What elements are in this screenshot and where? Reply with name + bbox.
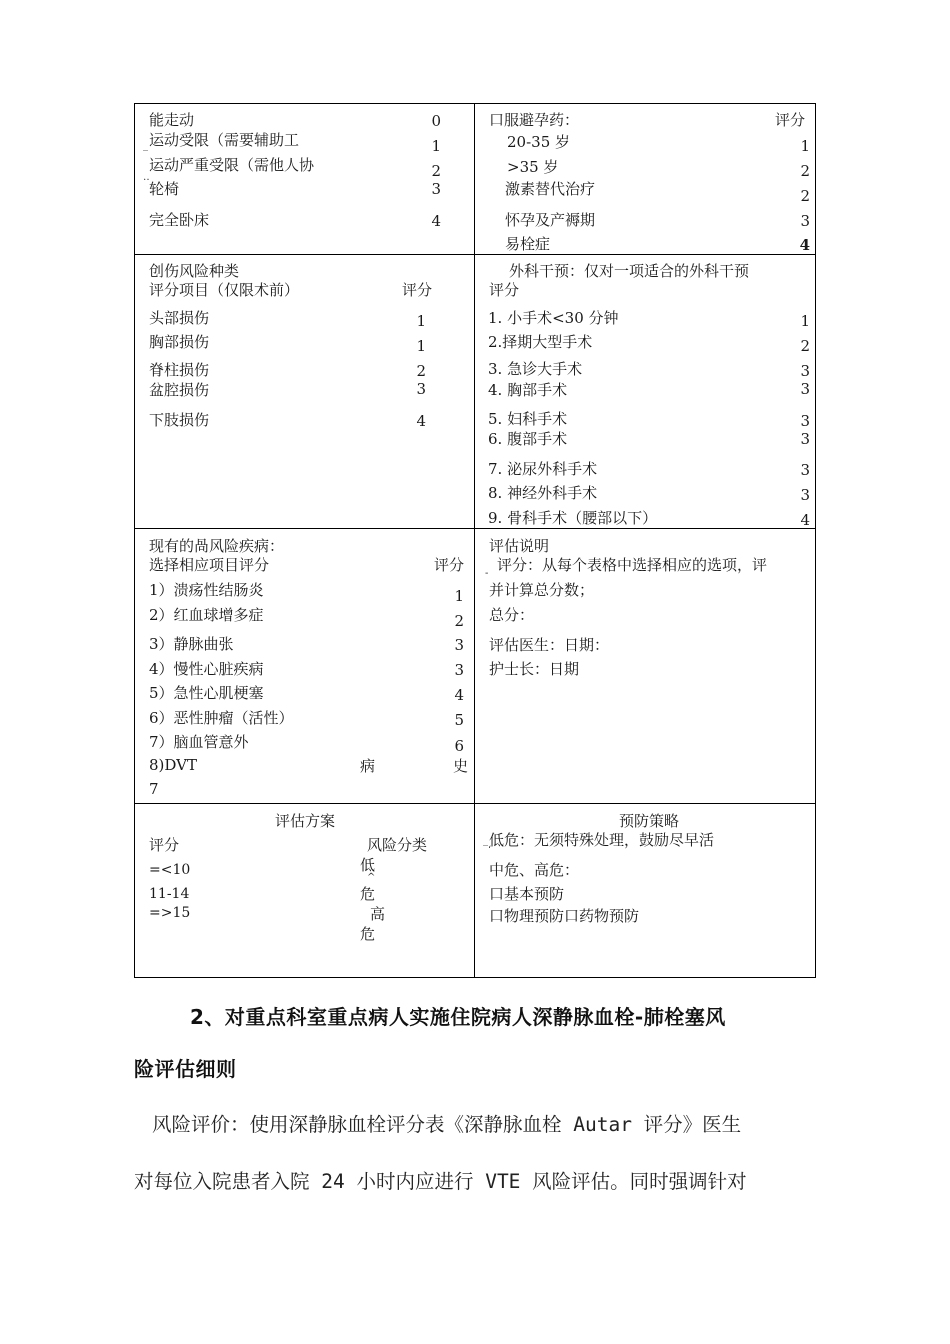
mobility-score-1: 1: [431, 137, 441, 155]
trauma-subtitle: 评分项目（仅限术前）: [149, 281, 300, 299]
contraceptive-label-4: 易栓症: [505, 235, 551, 253]
surgery-score-1: 2: [800, 337, 810, 355]
surgery-score-5: 3: [800, 430, 810, 448]
surgery-score-4: 3: [800, 412, 810, 430]
table-border-top: [134, 103, 816, 104]
plan-row-1-risk-a: 低: [360, 856, 376, 874]
disease-label-1: 2）红血球增多症: [149, 606, 264, 624]
trauma-label-1: 胸部损伤: [149, 333, 210, 351]
prevention-physical: 口物理预防口药物预防: [489, 907, 640, 925]
contraceptive-title: 口服避孕药：: [489, 111, 580, 129]
contraceptive-score-3: 3: [800, 212, 810, 230]
contraceptive-label-3: 怀孕及产褥期: [505, 211, 596, 229]
mobility-score-4: 4: [431, 212, 441, 230]
disease-label-4: 5）急性心肌梗塞: [149, 684, 264, 702]
disease-score-6: 6: [454, 737, 464, 755]
plan-row-3-score: =>15: [149, 905, 191, 921]
surgery-label-5: 6. 腹部手术: [488, 430, 568, 448]
disease-score-3: 3: [454, 661, 464, 679]
plan-risk-header: 风险分类: [367, 836, 428, 854]
trauma-label-0: 头部损伤: [149, 309, 210, 327]
section-heading-line-2: 险评估细则: [134, 1057, 237, 1081]
table-row-divider-1: [134, 254, 816, 255]
plan-score-header: 评分: [149, 836, 180, 854]
mobility-label-3: 轮椅: [149, 180, 180, 198]
paragraph-line-1: 风险评价：使用深静脉血栓评分表《深静脉血栓 Autar 评分》医生: [152, 1113, 742, 1136]
trauma-score-header: 评分: [402, 281, 433, 299]
disease-score-1: 2: [454, 612, 464, 630]
mobility-label-2: 运动严重受限（需他人协: [149, 156, 315, 174]
surgery-label-3: 4. 胸部手术: [488, 381, 568, 399]
table-border-right: [815, 103, 816, 978]
table-row-divider-3: [134, 803, 816, 804]
assessment-total: 总分：: [489, 606, 535, 624]
disease-score-5: 5: [454, 711, 464, 729]
surgery-score-8: 4: [800, 511, 810, 529]
disease-label-6: 7）脑血管意外: [149, 733, 249, 751]
disease-dvt-mid: 病: [360, 757, 376, 775]
surgery-score-2: 3: [800, 362, 810, 380]
disease-dvt-label: 8)DVT: [149, 756, 197, 774]
table-border-bottom: [134, 977, 816, 978]
prevention-title: 预防策略: [619, 812, 680, 830]
surgery-label-4: 5. 妇科手术: [488, 410, 568, 428]
disease-score-2: 3: [454, 636, 464, 654]
surgery-label-2: 3. 急诊大手术: [488, 360, 583, 378]
assessment-nurse: 护士长：日期: [489, 660, 580, 678]
disease-label-5: 6）恶性肿瘤（活性）: [149, 709, 294, 727]
table-divider-middle: [474, 103, 475, 978]
trauma-label-2: 脊柱损伤: [149, 361, 210, 379]
plan-row-1-score: =<10: [149, 862, 191, 878]
contraceptive-score-0: 1: [800, 137, 810, 155]
assessment-line-1: 评分：从每个表格中选择相应的选项，评: [497, 556, 768, 574]
trauma-score-3: 3: [416, 380, 426, 398]
surgery-label-7: 8. 神经外科手术: [488, 484, 598, 502]
mobility-score-0: 0: [431, 112, 441, 130]
contraceptive-label-0: 20-35 岁: [507, 133, 571, 151]
surgery-label-0: 1. 小手术<30 分钟: [488, 309, 619, 327]
surgery-label-1: 2.择期大型手术: [488, 333, 593, 351]
plan-row-2-risk-a: 高: [370, 905, 386, 923]
assessment-title: 评估说明: [489, 537, 550, 555]
paragraph-line-2: 对每位入院患者入院 24 小时内应进行 VTE 风险评估。同时强调针对: [134, 1170, 747, 1193]
trauma-title: 创伤风险种类: [149, 262, 240, 280]
surgery-score-3: 3: [800, 380, 810, 398]
trauma-score-1: 1: [416, 337, 426, 355]
plan-title: 评估方案: [275, 812, 336, 830]
disease-title: 现有的咼风险疾病：: [149, 537, 285, 555]
table-border-left: [134, 103, 135, 978]
disease-dvt-score: 7: [149, 780, 159, 798]
disease-dvt-end: 史: [453, 757, 469, 775]
contraceptive-score-header: 评分: [775, 111, 806, 129]
surgery-label-6: 7. 泌尿外科手术: [488, 460, 598, 478]
plan-row-2-score: 11-14: [149, 886, 190, 902]
contraceptive-label-1: >35 岁: [507, 158, 559, 176]
surgery-score-0: 1: [800, 312, 810, 330]
surgery-score-header: 评分: [489, 281, 520, 299]
disease-score-4: 4: [454, 686, 464, 704]
disease-score-0: 1: [454, 587, 464, 605]
trauma-label-3: 盆腔损伤: [149, 381, 210, 399]
disease-label-2: 3）静脉曲张: [149, 635, 234, 653]
trauma-label-4: 下肢损伤: [149, 411, 210, 429]
plan-row-1-risk-b: 危: [360, 885, 376, 903]
mobility-score-2: 2: [431, 162, 441, 180]
mobility-label-0: 能走动: [149, 111, 195, 129]
plan-row-3-risk-b: 危: [360, 925, 376, 943]
disease-score-header: 评分: [434, 556, 465, 574]
disease-label-3: 4）慢性心脏疾病: [149, 660, 264, 678]
surgery-score-6: 3: [800, 461, 810, 479]
mobility-score-3: 3: [431, 180, 441, 198]
disease-subtitle: 选择相应项目评分: [149, 556, 270, 574]
mobility-label-1: 运动受限（需要辅助工: [149, 131, 300, 149]
disease-label-0: 1）溃疡性结肠炎: [149, 581, 264, 599]
assessment-doctor: 评估医生：日期：: [489, 636, 610, 654]
trauma-score-0: 1: [416, 312, 426, 330]
contraceptive-label-2: 激素替代治疗: [505, 180, 596, 198]
table-row-divider-2: [134, 528, 816, 529]
section-heading-line-1: 2、对重点科室重点病人实施住院病人深静脉血栓-肺栓塞风: [190, 1005, 726, 1029]
contraceptive-score-2: 2: [800, 187, 810, 205]
prevention-low: 低危：无须特殊处理，鼓励尽早活: [489, 831, 715, 849]
trauma-score-4: 4: [416, 412, 426, 430]
surgery-title: 外科干预：仅对一项适合的外科干预: [509, 262, 750, 280]
surgery-score-7: 3: [800, 486, 810, 504]
prevention-basic: 口基本预防: [489, 885, 565, 903]
contraceptive-score-1: 2: [800, 162, 810, 180]
surgery-label-8: 9. 骨科手术（腰部以下）: [488, 509, 658, 527]
mobility-label-4: 完全卧床: [149, 211, 210, 229]
contraceptive-score-4: 4: [799, 236, 810, 254]
trauma-score-2: 2: [416, 362, 426, 380]
assessment-line-2: 并计算总分数；: [489, 581, 595, 599]
prevention-mid-high: 中危、高危：: [489, 861, 580, 879]
